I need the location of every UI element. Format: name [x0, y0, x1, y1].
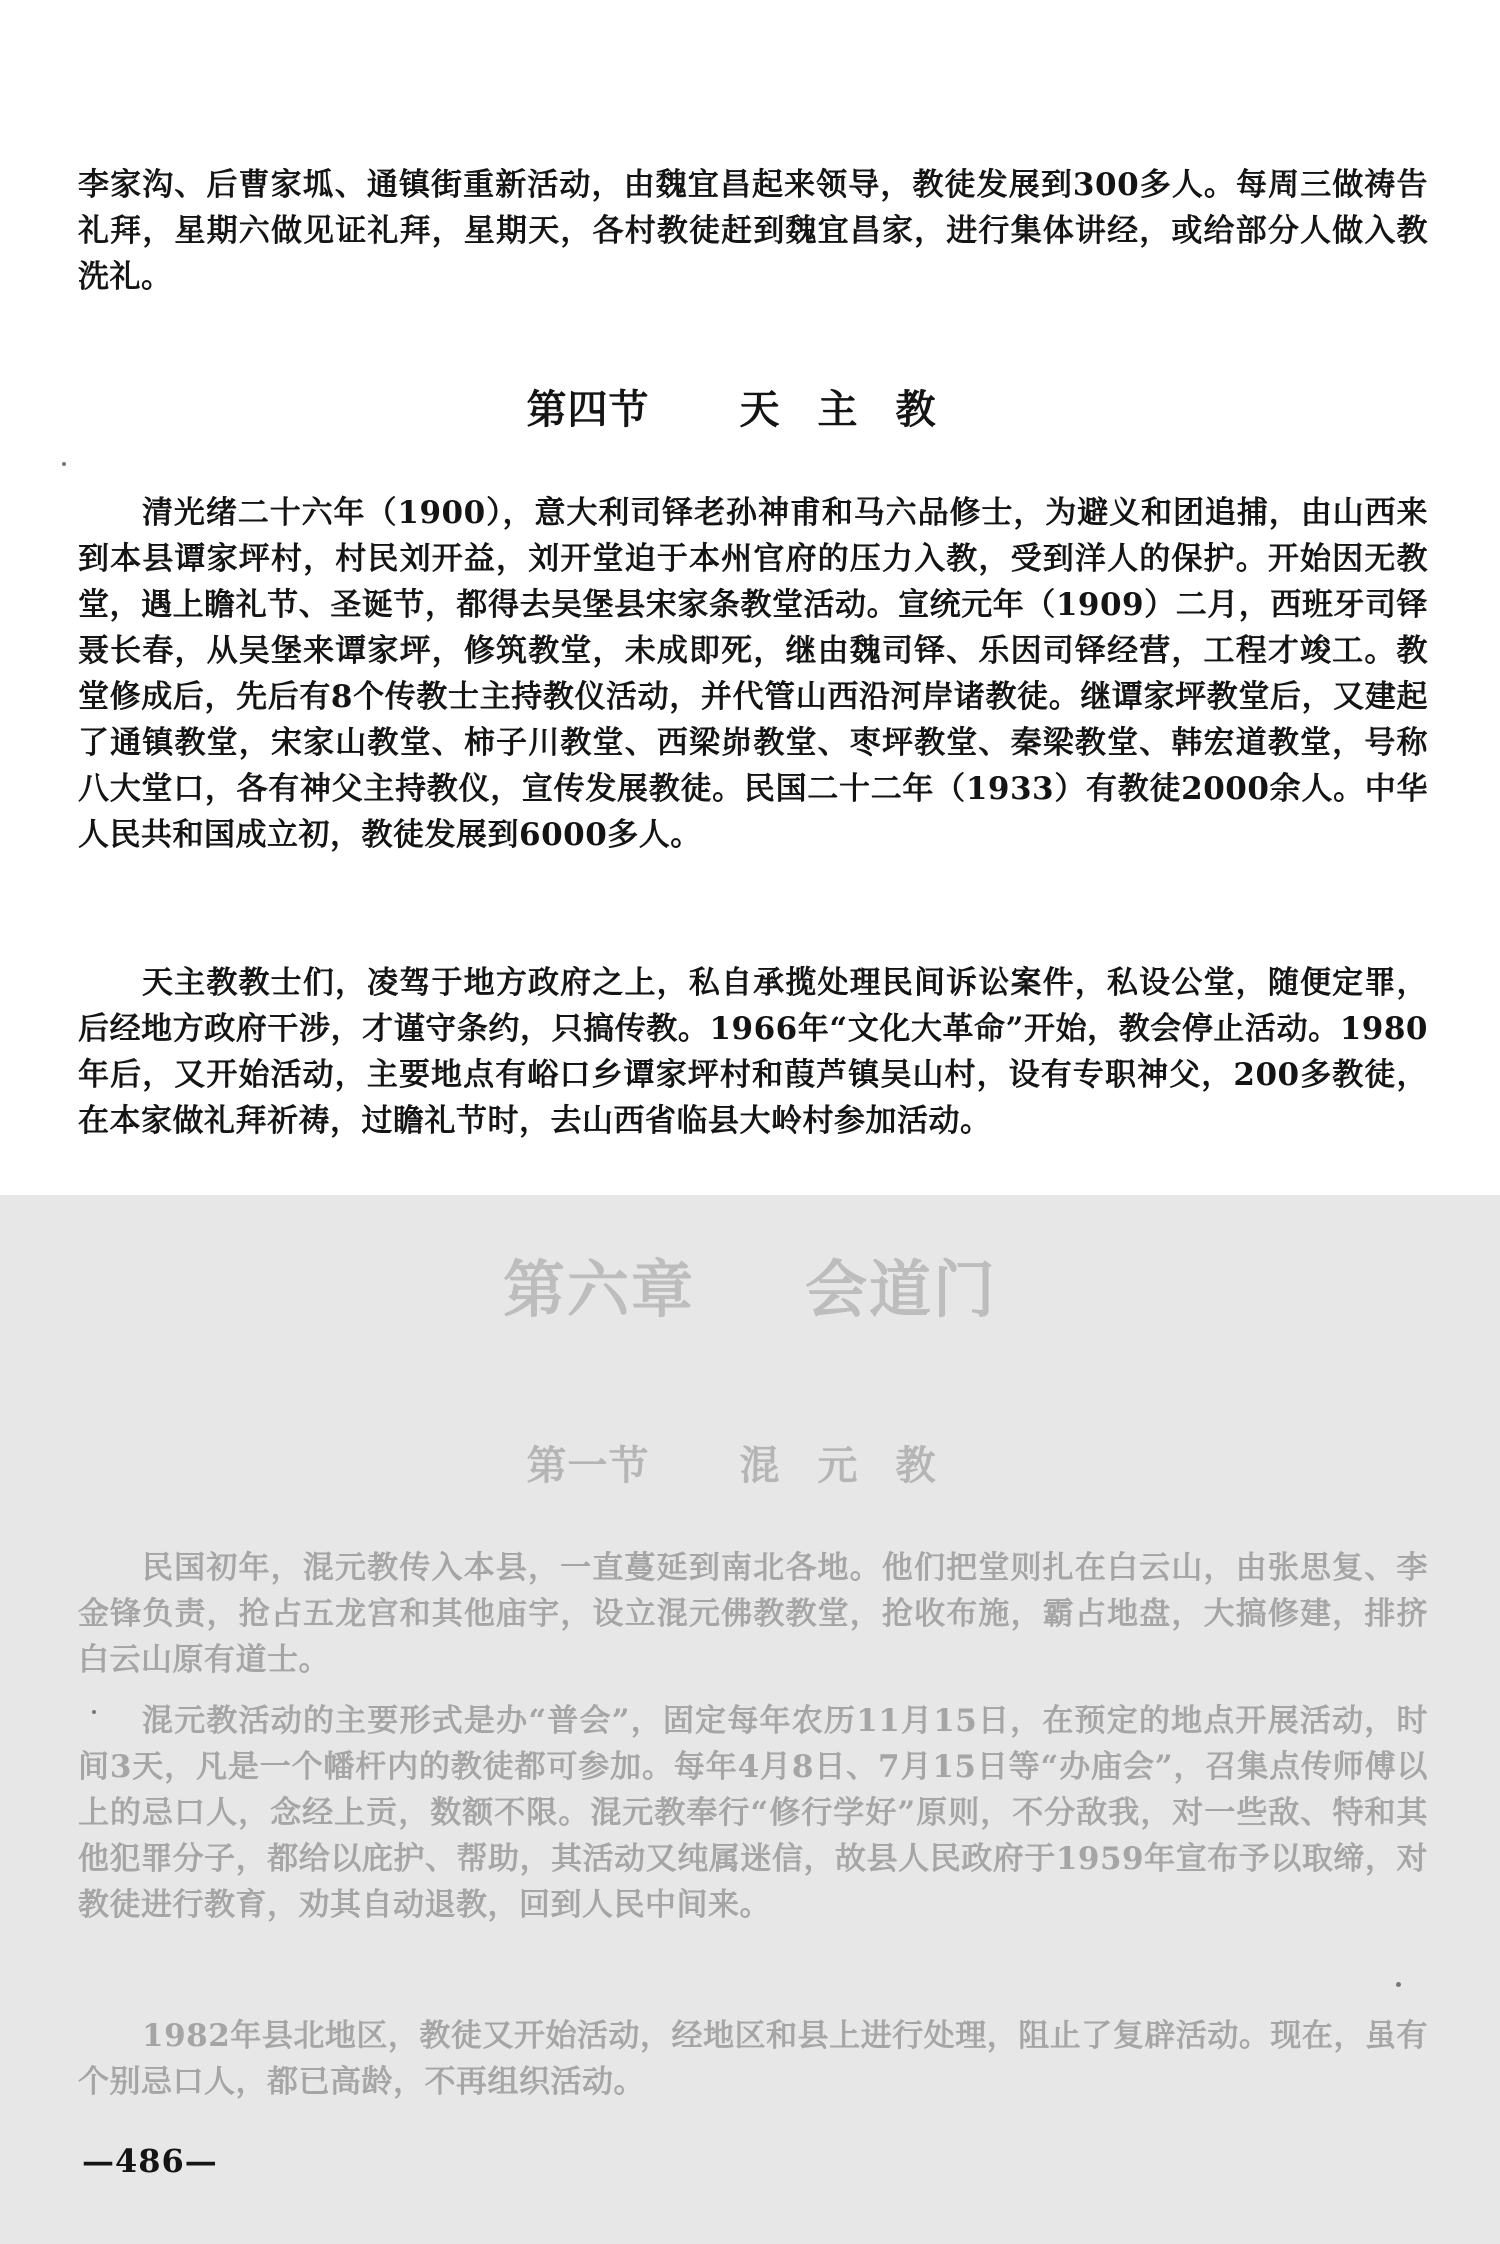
- chapter6-heading: [0, 1240, 1500, 1329]
- chapter6-number: 第六章: [502, 1253, 695, 1326]
- section1-number: 第一节: [526, 1442, 650, 1489]
- intro-paragraph: 李家沟、后曹家坬、通镇街重新活动，由魏宜昌起来领导，教徒发展到300多人。每周三做祷告礼拜，星期六做见证礼拜，星期天，各村教徒赶到魏宜昌家，进行集体讲经，或给部分人做入教洗礼。: [78, 167, 1428, 295]
- section1-paragraph-3: 1982年县北地区，教徒又开始活动，经地区和县上进行处理，阻止了复辟活动。现在，虽有个别忌口人，都已高龄，不再组织活动。: [78, 2018, 1428, 2100]
- section4-number: 第四节: [526, 386, 650, 433]
- section1-heading: [0, 1434, 1500, 1491]
- scan-speck: [92, 1710, 96, 1714]
- section4-paragraph-1: 清光绪二十六年（1900），意大利司铎老孙神甫和马六品修士，为避义和团追捕，由山西来到本县谭家坪村，村民刘开益，刘开堂迫于本州官府的压力入教，受到洋人的保护。开始因无教堂，遇上瞻礼节、圣诞节，都得去吴堡县宋家条教堂活动。宣统元年（1909）二月，西班牙司铎聂长春，从吴堡来谭家坪，修筑教堂，未成即死，继由魏司铎、乐因司铎经营，工程才竣工。教堂修成后，先后有8个传教士主持教仪活动，并代管山西沿河岸诸教徒。继谭家坪教堂后，又建起了通镇教堂，宋家山教堂、柿子川教堂、西梁峁教堂、枣坪教堂、秦梁教堂、韩宏道教堂，号称八大堂口，各有神父主持教仪，宣传发展教徒。民国二十二年（1933）有教徒2000余人。中华人民共和国成立初，教徒发展到6000多人。: [78, 495, 1428, 853]
- section4-heading: [0, 378, 1500, 435]
- section4-paragraph-2: 天主教教士们，凌驾于地方政府之上，私自承揽处理民间诉讼案件，私设公堂，随便定罪，后经地方政府干涉，才谨守条约，只搞传教。1966年“文化大革命”开始，教会停止活动。1980年后，又开始活动，主要地点有峪口乡谭家坪村和葭芦镇吴山村，设有专职神父，200多教徒，在本家做礼拜祈祷，过瞻礼节时，去山西省临县大岭村参加活动。: [78, 965, 1428, 1139]
- section1-title: 混元教: [739, 1442, 974, 1489]
- section1-paragraph-2: 混元教活动的主要形式是办“普会”，固定每年农历11月15日，在预定的地点开展活动，时间3天，凡是一个幡杆内的教徒都可参加。每年4月8日、7月15日等“办庙会”，召集点传师傅以上的忌口人，念经上贡，数额不限。混元教奉行“修行学好”原则，不分敌我，对一些敌、特和其他犯罪分子，都给以庇护、帮助，其活动又纯属迷信，故县人民政府于1959年宣布予以取缔，对教徒进行教育，劝其自动退教，回到人民中间来。: [78, 1703, 1428, 1923]
- page-number: —486—: [82, 2142, 218, 2180]
- chapter6-title: 会道门: [805, 1253, 998, 1326]
- section1-paragraph-1: 民国初年，混元教传入本县，一直蔓延到南北各地。他们把堂则扎在白云山，由张思复、李金锋负责，抢占五龙宫和其他庙宇，设立混元佛教教堂，抢收布施，霸占地盘，大搞修建，排挤白云山原有道士。: [78, 1550, 1428, 1678]
- scan-speck: [62, 462, 66, 466]
- section4-title: 天主教: [739, 386, 974, 433]
- scan-speck: [1396, 1982, 1401, 1987]
